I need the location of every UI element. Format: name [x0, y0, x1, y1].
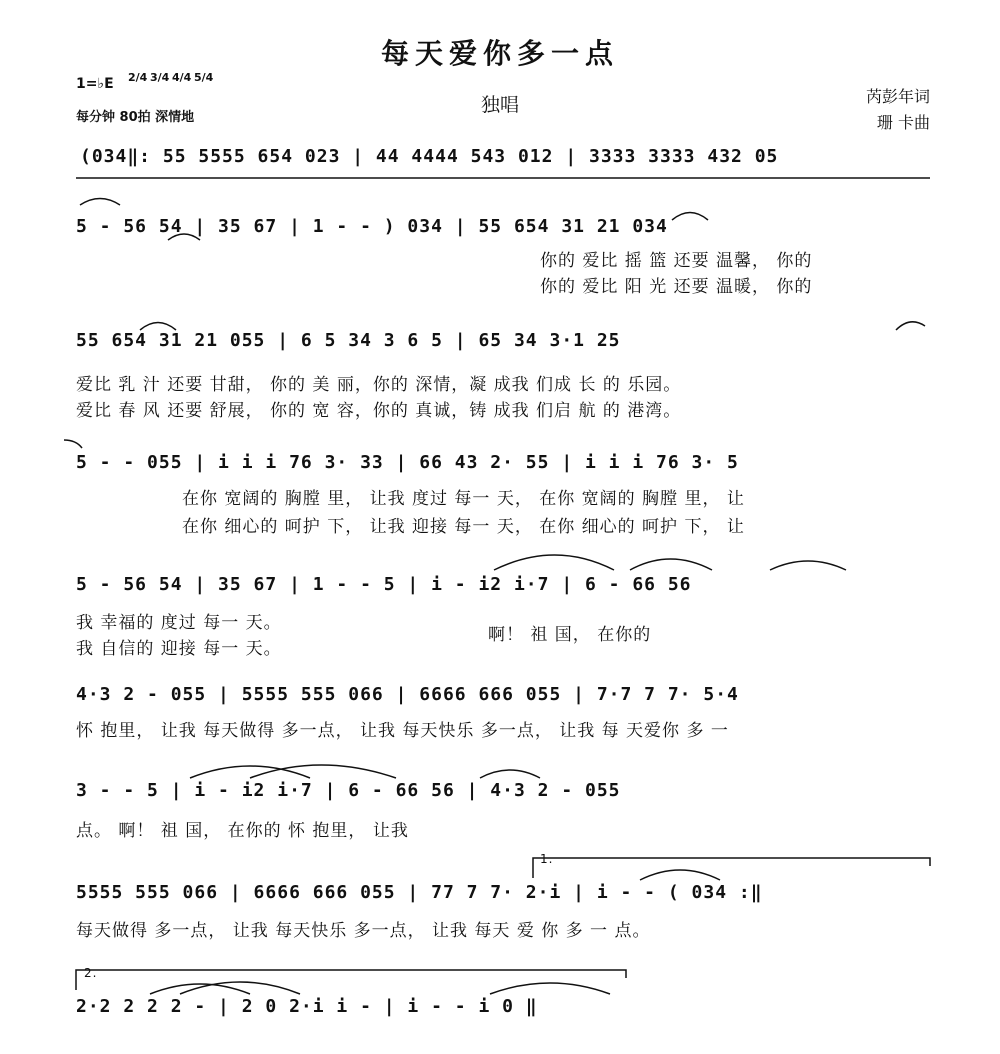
- score-row-7-notes: 3 - - 5 | i - i2 i·7 | 6 - 66 56 | 4·3 2 - 055: [76, 780, 621, 801]
- slur-arc: [168, 234, 200, 240]
- composer-credit: 珊 卡曲: [876, 113, 930, 132]
- lyric-row-6: 怀 抱里， 让我 每天做得 多一点， 让我 每天快乐 多一点， 让我 每 天爱你 多 一: [76, 721, 729, 741]
- slur-arc: [140, 323, 176, 331]
- lyricist-credit: 芮彭年词: [865, 87, 930, 106]
- volta-ending-1: 1.: [540, 852, 554, 866]
- lyric-row-4-verse-1: 在你 宽阔的 胸膛 里， 让我 度过 每一 天， 在你 宽阔的 胸膛 里， 让: [182, 489, 745, 509]
- lyric-row-4-verse-2: 在你 细心的 呵护 下， 让我 迎接 每一 天， 在你 细心的 呵护 下， 让: [182, 517, 745, 537]
- lyric-row-8: 每天做得 多一点， 让我 每天快乐 多一点， 让我 每天 爱 你 多 一 点。: [76, 921, 651, 941]
- lyric-row-2-verse-1: 你的 爱比 摇 篮 还要 温馨， 你的: [540, 251, 813, 271]
- lyric-row-5-verse-2: 我 自信的 迎接 每一 天。: [76, 639, 282, 659]
- score-row-9-notes: 2·2 2 2 2 - | 2 0 2·i i - | i - - i 0 ‖: [76, 996, 538, 1017]
- time-signature-4: 5/4: [194, 71, 214, 84]
- slur-arc: [150, 984, 250, 994]
- lyric-row-7: 点。 啊！ 祖 国， 在你的 怀 抱里， 让我: [76, 821, 409, 841]
- time-signature-3: 4/4: [172, 71, 192, 84]
- score-row-4-notes: 5 - - 055 | i i i 76 3· 33 | 66 43 2· 55 | i i i 76 3· 5: [76, 452, 739, 473]
- slur-arc: [494, 555, 614, 570]
- slur-arc: [672, 213, 708, 221]
- lyric-row-2-verse-2: 你的 爱比 阳 光 还要 温暖， 你的: [540, 277, 813, 297]
- lyric-row-3-verse-1: 爱比 乳 汁 还要 甘甜， 你的 美 丽，你的 深情，凝 成我 们成 长 的 乐园。: [76, 375, 682, 395]
- volta-bracket-2: [76, 970, 626, 990]
- slur-arc: [64, 440, 82, 448]
- slur-arc: [480, 770, 540, 778]
- score-row-8-notes: 5555 555 066 | 6666 666 055 | 77 7 7· 2·i | i - - ( 034 :‖: [76, 882, 763, 903]
- score-row-1-notes: (034‖: 55 5555 654 023 | 44 4444 543 012 | 3333 3333 432 05: [80, 146, 779, 167]
- lyric-row-5-refrain: 啊！ 祖 国， 在你的: [488, 625, 652, 645]
- slur-arc: [770, 561, 846, 570]
- slur-arc: [640, 870, 720, 880]
- time-signature-1: 2/4: [128, 71, 148, 84]
- time-signature-2: 3/4: [150, 71, 170, 84]
- slur-arc: [896, 322, 925, 330]
- performance-type: 独唱: [480, 94, 519, 116]
- volta-ending-2: 2.: [84, 966, 98, 980]
- score-row-5-notes: 5 - 56 54 | 35 67 | 1 - - 5 | i - i2 i·7 | 6 - 66 56: [76, 574, 692, 595]
- tempo-marking: 每分钟 80拍 深情地: [76, 110, 195, 125]
- score-row-2-notes: 5 - 56 54 | 35 67 | 1 - - ) 034 | 55 654 31 21 034: [76, 216, 668, 237]
- slur-arc: [80, 199, 120, 206]
- song-title: 每天爱你多一点: [380, 37, 619, 70]
- score-row-6-notes: 4·3 2 - 055 | 5555 555 066 | 6666 666 055 | 7·7 7 7· 5·4: [76, 684, 739, 705]
- key-signature: 1=♭E: [76, 76, 114, 92]
- slur-arc: [490, 983, 610, 994]
- volta-bracket-1: [533, 858, 930, 878]
- score-row-3-notes: 55 654 31 21 055 | 6 5 34 3 6 5 | 65 34 3·1 25: [76, 330, 621, 351]
- slur-arc: [630, 559, 712, 570]
- lyric-row-5-verse-1: 我 幸福的 度过 每一 天。: [76, 613, 282, 633]
- lyric-row-3-verse-2: 爱比 春 风 还要 舒展， 你的 宽 容，你的 真诚，铸 成我 们启 航 的 港湾。: [76, 401, 682, 421]
